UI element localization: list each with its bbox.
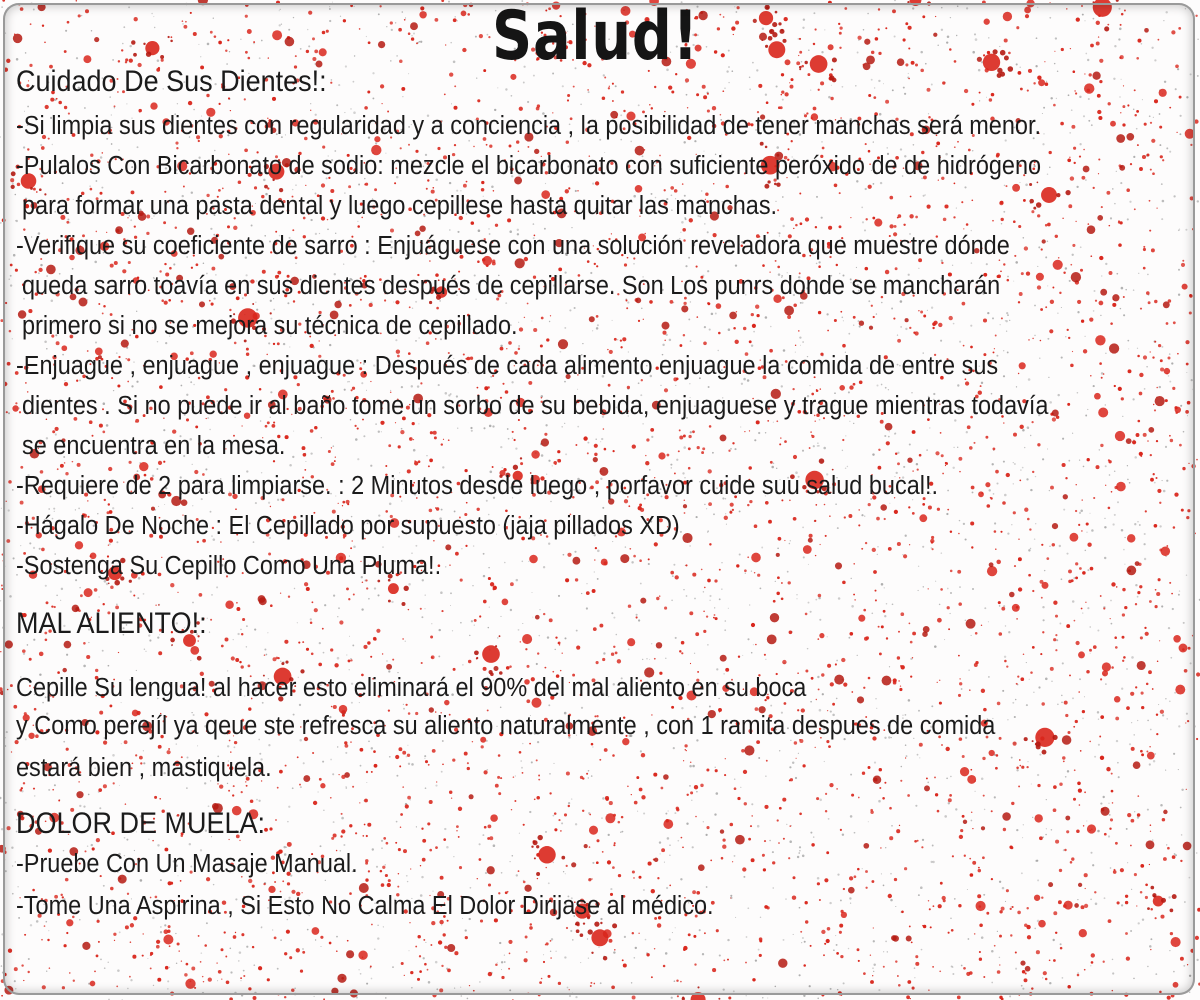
teeth-line: -Verifique su coeficiente de sarro : Enjuáguese con una solución reveladora que muestre dónde bbox=[16, 232, 1010, 260]
teeth-line: -Pulalos Con Bicarbonato de sodio: mezcle el bicarbonato con suficiente peróxido de de hidrógeno bbox=[16, 152, 1042, 180]
teeth-line: primero si no se mejora su técnica de cepillado. bbox=[22, 312, 518, 340]
teeth-line: dientes . Si no puede ir al baño tome un sorbo de su bebida, enjuaguese y trague mientras todavía bbox=[22, 392, 1049, 420]
breath-line: y Como perejíl ya qeue ste refresca su aliento naturalmente , con 1 ramita despues de comida bbox=[16, 712, 996, 740]
teeth-line: -Enjuague , enjuague , enjuague : Después de cada alimento enjuague la comida de entre sus bbox=[16, 352, 999, 380]
teeth-line: -Hágalo De Noche : El Cepillado por supuesto (jaja pillados XD) bbox=[16, 512, 680, 540]
toothache-line: -Tome Una Aspirina , Si Esto No Calma El Dolor Dirijase al médico. bbox=[16, 892, 714, 920]
teeth-line: -Requiere de 2 para limpiarse. : 2 Minutos desde luego , porfavor cuide suu salud bucal!. bbox=[16, 472, 938, 500]
teeth-line: -Sostenga Su Cepillo Como Una Pluma!. bbox=[16, 552, 442, 580]
teeth-line: -Si limpia sus dientes con regularidad y a conciencia , la posibilidad de tener manchas será menor. bbox=[16, 112, 1041, 140]
page-title: Salud! bbox=[492, 0, 699, 76]
toothache-line: -Pruebe Con Un Masaje Manual. bbox=[16, 850, 358, 878]
section-heading-teeth: Cuidado De Sus Dientes!: bbox=[16, 65, 327, 98]
section-heading-toothache: DOLOR DE MUELA: bbox=[16, 807, 266, 840]
breath-line: estará bien , mastiquela. bbox=[16, 754, 272, 782]
section-heading-breath: MAL ALIENTO!: bbox=[16, 607, 207, 640]
teeth-line: queda sarro toavía en sus dientes después de cepillarse. Son Los punrs donde se mancharán bbox=[22, 272, 1001, 300]
teeth-line: se encuentra en la mesa. bbox=[22, 432, 286, 460]
teeth-line: para formar una pasta dental y luego cepillese hasta quitar las manchas. bbox=[22, 192, 778, 220]
breath-line: Cepille Su lengua! al hacer esto eliminará el 90% del mal aliento en su boca bbox=[16, 674, 807, 702]
